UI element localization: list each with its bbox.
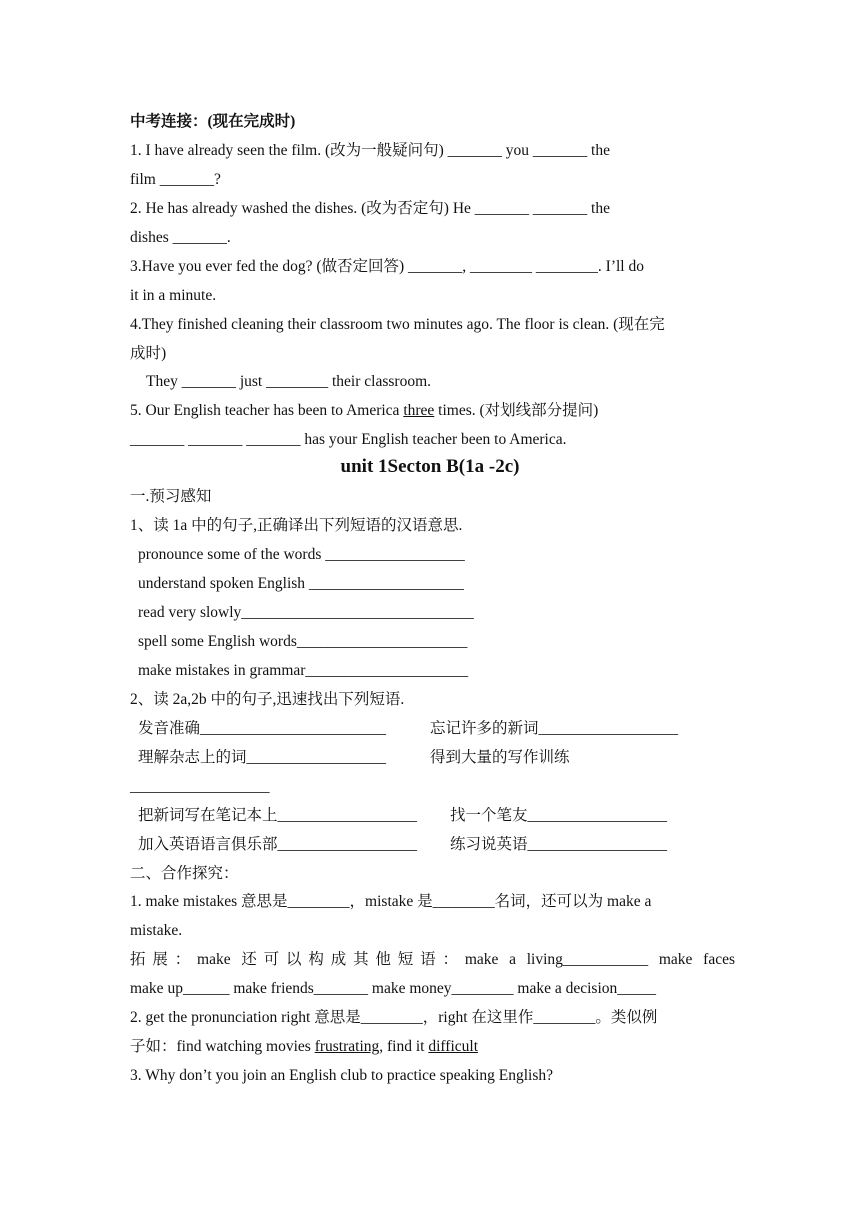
question-5-line-2: _______ _______ _______ has your English teacher been to America. — [130, 431, 567, 448]
question-5-text-before: 5. Our English teacher has been to America — [130, 402, 404, 419]
question-5-underlined-word: three — [403, 402, 435, 419]
phrase-row-2-left: 理解杂志上的词__________________ — [138, 749, 387, 766]
question-4-line-1: 4.They finished cleaning their classroom two minutes ago. The floor is clean. (现在完 — [130, 316, 665, 333]
point-1-line-1: 1. make mistakes 意思是________，mistake 是________名词，还可以为 make a — [130, 893, 652, 910]
phrase-item: spell some English words______________________ — [138, 633, 468, 650]
point-1-line-4: make up______ make friends_______ make money________ make a decision_____ — [130, 980, 657, 997]
task-1-instruction: 1、读 1a 中的句子,正确译出下列短语的汉语意思. — [130, 517, 463, 534]
phrase-row-2-right: 得到大量的写作训练 — [430, 749, 570, 766]
part-1-heading: 一.预习感知 — [130, 488, 212, 505]
phrase-row-4-left: 加入英语语言俱乐部__________________ — [138, 836, 418, 853]
point-2-text-middle: , find it — [379, 1038, 429, 1055]
phrase-row-2-blank: __________________ — [130, 778, 270, 795]
question-2-line-2: dishes _______. — [130, 229, 231, 246]
point-3-question: 3. Why don’t you join an English club to practice speaking English? — [130, 1067, 554, 1084]
phrase-row-3-left: 把新词写在笔记本上__________________ — [138, 807, 418, 824]
question-5-line-1 — [130, 401, 735, 421]
task-2-instruction: 2、读 2a,2b 中的句子,迅速找出下列短语. — [130, 691, 405, 708]
section-heading: 中考连接：(现在完成时) — [130, 113, 296, 130]
phrase-item: understand spoken English ____________________ — [138, 575, 464, 592]
question-4-line-2: 成时) — [130, 345, 167, 362]
question-3-line-2: it in a minute. — [130, 287, 217, 304]
question-5-text-after: times. (对划线部分提问) — [434, 402, 599, 419]
unit-title: unit 1Secton B(1a -2c) — [340, 456, 520, 477]
point-2-text-before: 子如：find watching movies — [130, 1038, 315, 1055]
phrase-row-4-right: 练习说英语__________________ — [450, 836, 668, 853]
question-1-line-1: 1. I have already seen the film. (改为一般疑问句) _______ you _______ the — [130, 142, 610, 159]
phrase-row-1-right: 忘记许多的新词__________________ — [430, 720, 679, 737]
point-1-line-2: mistake. — [130, 922, 183, 939]
underlined-word-frustrating: frustrating — [314, 1038, 380, 1055]
point-2-line-2 — [130, 1037, 735, 1057]
phrase-item: pronounce some of the words __________________ — [138, 546, 465, 563]
question-2-line-1: 2. He has already washed the dishes. (改为否定句) He _______ _______ the — [130, 200, 610, 217]
part-2-heading: 二、合作探究： — [130, 865, 239, 882]
underlined-word-difficult: difficult — [428, 1038, 479, 1055]
phrase-item: read very slowly______________________________ — [138, 604, 474, 621]
question-1-line-2: film _______? — [130, 171, 221, 188]
phrase-item: make mistakes in grammar_____________________ — [138, 662, 469, 679]
question-3-line-1: 3.Have you ever fed the dog? (做否定回答) _______, ________ ________. I’ll do — [130, 258, 644, 275]
phrase-row-3-right: 找一个笔友__________________ — [450, 807, 668, 824]
point-2-line-1: 2. get the pronunciation right 意思是________，right 在这里作________。类似例 — [130, 1009, 658, 1026]
phrase-row-1-left: 发音准确________________________ — [138, 720, 387, 737]
question-4-line-3: They _______ just ________ their classroom. — [146, 373, 431, 390]
point-1-extension: 拓展：make 还可以构成其他短语：make a living___________ make faces — [130, 951, 735, 968]
